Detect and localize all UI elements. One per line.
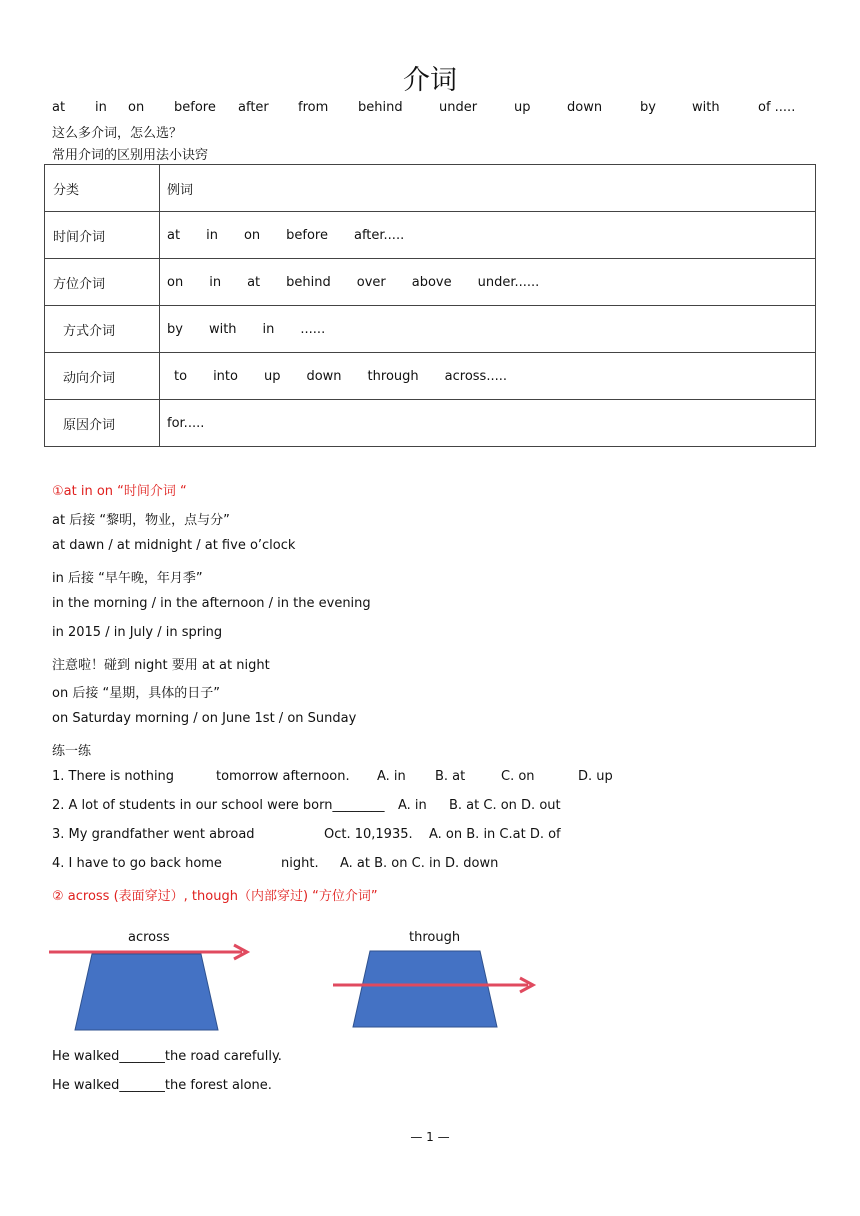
section1-heading: ①at in on “时间介词 “: [52, 484, 187, 499]
option: B. at: [435, 769, 466, 784]
note-line: 注意啦！碰到 night 要用 at at night: [52, 658, 270, 673]
preposition-word: up: [514, 100, 531, 115]
preposition-word: in: [95, 100, 107, 115]
row-words: [160, 353, 816, 400]
exercise-2: [52, 798, 561, 813]
example-word: ......: [300, 321, 326, 337]
example-word: at: [247, 274, 261, 290]
practice-sentence: He walked_______the road carefully.: [52, 1049, 282, 1064]
question-text: 这么多介词，怎么选？: [52, 126, 183, 141]
table-row: [45, 353, 816, 400]
example-word: by: [167, 321, 183, 337]
exercise-rest: night.: [281, 856, 319, 871]
example-word: into: [213, 368, 238, 384]
example-word: through: [367, 368, 419, 384]
option: A. in: [377, 769, 406, 784]
option: D. up: [578, 769, 613, 784]
option: A. at B. on C. in D. down: [340, 856, 499, 871]
row-words: [160, 212, 816, 259]
example-word: above: [411, 274, 452, 290]
example-word: on: [243, 227, 261, 243]
practice-sentence: He walked_______the forest alone.: [52, 1078, 272, 1093]
page-number: — 1 —: [410, 1130, 450, 1144]
preposition-word: with: [692, 100, 720, 115]
example-word: in: [206, 227, 218, 243]
header-category: 分类: [45, 165, 160, 212]
example-word: with: [208, 321, 237, 337]
preposition-word: before: [174, 100, 216, 115]
row-category: 动向介词: [45, 353, 160, 400]
exercise-stem: 1. There is nothing: [52, 769, 175, 784]
preposition-word: by: [640, 100, 656, 115]
preposition-word: after: [238, 100, 269, 115]
table-row: [45, 212, 816, 259]
row-category: 方式介词: [45, 306, 160, 353]
exercise-rest: Oct. 10,1935.: [324, 827, 413, 842]
row-words: [160, 306, 816, 353]
rule-line: in 后接 “早午晚，年月季”: [52, 571, 203, 586]
option: C. on: [501, 769, 535, 784]
through-label: through: [409, 930, 461, 945]
preposition-word: on: [128, 100, 145, 115]
example-word: at: [167, 227, 181, 243]
option: A. on B. in C.at D. of: [429, 827, 561, 842]
across-label: across: [128, 930, 170, 945]
subtitle-text: 常用介词的区别用法小诀窍: [52, 148, 209, 163]
example-word: for.....: [167, 415, 205, 431]
exercise-rest: tomorrow afternoon.: [216, 769, 350, 784]
example-line: on Saturday morning / on June 1st / on Sunday: [52, 711, 357, 726]
exercise-4: [52, 856, 499, 871]
exercise-stem: 3. My grandfather went abroad: [52, 827, 255, 842]
example-word: down: [306, 368, 342, 384]
preposition-word: of .....: [758, 100, 796, 115]
rule-line: at 后接 “黎明，物业，点与分”: [52, 513, 230, 528]
forest-shape: [353, 951, 497, 1027]
table-row: [45, 400, 816, 447]
exercise-stem: 2. A lot of students in our school were born________: [52, 798, 385, 813]
example-word: in: [209, 274, 222, 290]
example-word: across.....: [444, 368, 507, 384]
option: A. in: [398, 798, 427, 813]
preposition-word: behind: [358, 100, 403, 115]
preposition-category-table: [44, 164, 816, 447]
example-word: after.....: [353, 227, 405, 243]
example-line: at dawn / at midnight / at five o’clock: [52, 538, 296, 553]
example-word: up: [263, 368, 281, 384]
rule-line: on 后接 “星期，具体的日子”: [52, 686, 220, 701]
example-word: behind: [286, 274, 331, 290]
option: B. at C. on D. out: [449, 798, 561, 813]
example-word: before: [286, 227, 328, 243]
preposition-word: at: [52, 100, 66, 115]
row-category: 时间介词: [45, 212, 160, 259]
table-header-row: [45, 165, 816, 212]
header-examples: 例词: [160, 165, 816, 212]
practice-heading: 练一练: [52, 744, 92, 759]
preposition-word: under: [439, 100, 478, 115]
example-line: in 2015 / in July / in spring: [52, 625, 223, 640]
across-arrow-head: [234, 945, 247, 959]
section2-heading: ② across (表面穿过）, though（内部穿过) “方位介词”: [52, 889, 378, 904]
row-category: 方位介词: [45, 259, 160, 306]
preposition-word: down: [567, 100, 603, 115]
page-title: 介词: [403, 65, 457, 96]
table-row: [45, 306, 816, 353]
road-shape: [75, 954, 218, 1030]
table-row: [45, 259, 816, 306]
example-word: under......: [477, 274, 540, 290]
exercise-stem: 4. I have to go back home: [52, 856, 222, 871]
example-word: in: [262, 321, 275, 337]
through-arrow-head: [520, 978, 533, 992]
preposition-word: from: [298, 100, 329, 115]
example-word: on: [167, 274, 184, 290]
example-word: to: [174, 368, 188, 384]
example-word: over: [356, 274, 386, 290]
exercise-1: [52, 769, 613, 784]
row-words: [160, 259, 816, 306]
exercise-3: [52, 827, 561, 842]
row-category: 原因介词: [45, 400, 160, 447]
example-line: in the morning / in the afternoon / in the evening: [52, 596, 371, 611]
row-words: [160, 400, 816, 447]
